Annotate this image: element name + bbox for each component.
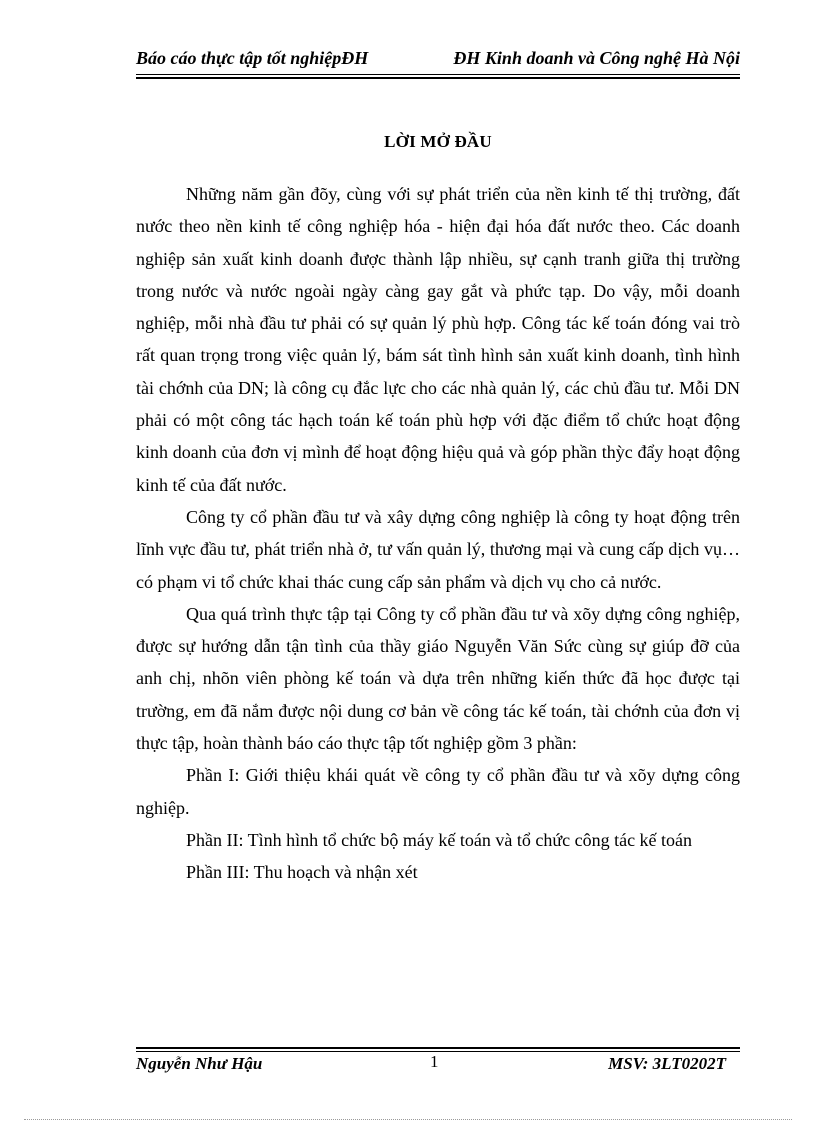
running-header xyxy=(136,48,740,72)
document-body xyxy=(136,178,740,889)
footer-rule-thick xyxy=(136,1047,740,1049)
paragraph-part-3: Phần III: Thu hoạch và nhận xét xyxy=(186,862,418,883)
paragraph-company: Công ty cổ phần đầu tư và xây dựng công nghiệp là công ty hoạt động trên lĩnh vực đầu tư, phát triển nhà ở, tư vấn quản lý, thương mại và cung cấp dịch vụ… có phạm vi tổ chức khai thác cung cấp sản phẩm và dịch vụ cho cả nước. xyxy=(136,506,740,592)
paragraph-intro: Những năm gần đõy, cùng với sự phát triển của nền kinh tế thị trường, đất nước theo nền kinh tế công nghiệp hóa - hiện đại hóa đất nước theo. Các doanh nghiệp sản xuất kinh doanh được thành lập nhiều, sự cạnh tranh giữa thị trường trong nước và nước ngoài ngày càng gay gắt và phức tạp. Do vậy, mỗi doanh nghiệp, mỗi nhà đầu tư phải có sự quản lý phù hợp. Công tác kế toán đóng vai trò rất quan trọng trong việc quản lý, bám sát tình hình sản xuất kinh doanh, tình hình tài chớnh của DN; là công cụ đắc lực cho các nhà quản lý, các chủ đầu tư. Mỗi DN phải có một công tác hạch toán kế toán phù hợp với đặc điểm tổ chức hoạt động kinh doanh của đơn vị mình để hoạt động hiệu quả và góp phần thỳc đẩy hoạt động kinh tế của đất nước. xyxy=(136,184,740,495)
header-university-name: ĐH Kinh doanh và Công nghệ Hà Nội xyxy=(453,48,740,68)
footer-student-id: MSV: 3LT0202T xyxy=(608,1054,726,1073)
paragraph-part-1: Phần I: Giới thiệu khái quát về công ty cổ phần đầu tư và xõy dựng công nghiệp. xyxy=(136,765,740,818)
paragraph-part-2: Phần II: Tình hình tổ chức bộ máy kế toán và tổ chức công tác kế toán xyxy=(186,829,693,850)
header-rule-thick xyxy=(136,77,740,79)
page-bottom-dotted-line xyxy=(24,1119,792,1120)
footer-author: Nguyễn Như Hậu xyxy=(136,1054,263,1073)
running-footer xyxy=(136,1054,740,1078)
header-report-title: Báo cáo thực tập tốt nghiệpĐH xyxy=(136,48,369,68)
paragraph-internship: Qua quá trình thực tập tại Công ty cổ phần đầu tư và xõy dựng công nghiệp, được sự hướng dẫn tận tình của thầy giáo Nguyễn Văn Sức cùng sự giúp đỡ của anh chị, nhõn viên phòng kế toán và dựa trên những kiến thức đã học được tại trường, em đã nắm được nội dung cơ bản về công tác kế toán, tài chớnh của đơn vị thực tập, hoàn thành báo cáo thực tập tốt nghiệp gồm 3 phần: xyxy=(136,603,740,754)
section-title: LỜI MỞ ĐẦU xyxy=(384,132,492,151)
header-rule-thin xyxy=(136,74,740,75)
page-number: 1 xyxy=(430,1052,439,1071)
